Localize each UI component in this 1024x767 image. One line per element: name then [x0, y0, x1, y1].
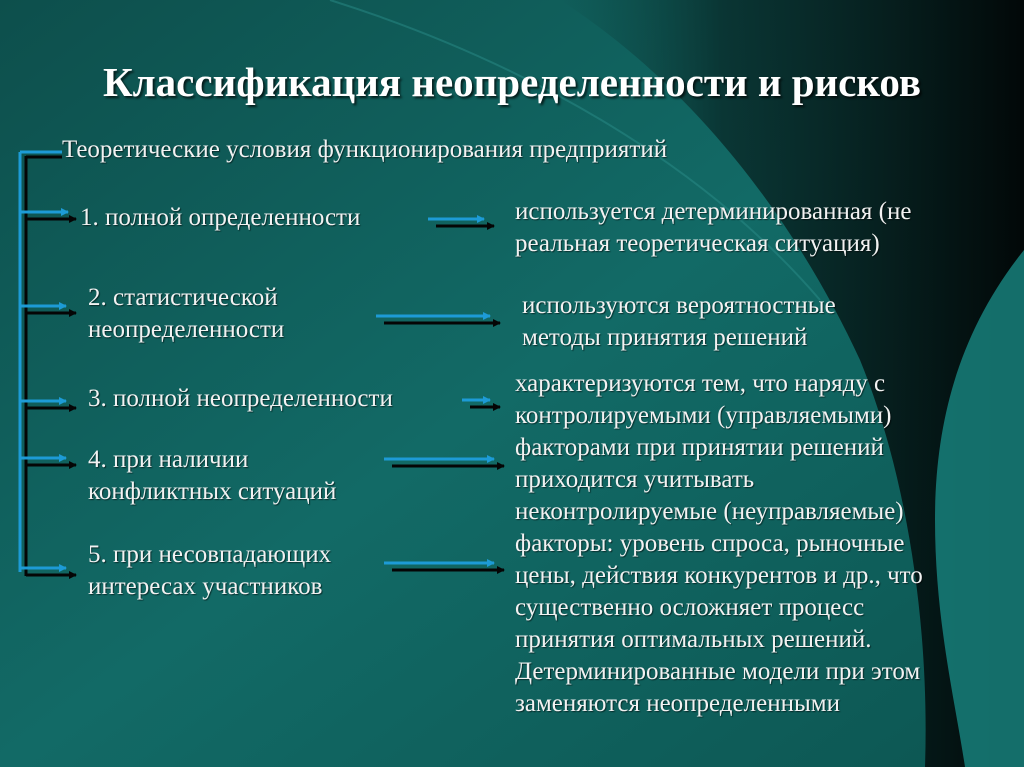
description-3-line-11: заменяются неопределенными: [515, 690, 840, 717]
item-5-label: [88, 539, 331, 603]
description-3-line-5: неконтролируемые (неуправляемые): [515, 498, 904, 525]
item-5-line-1: 5. при несовпадающих: [88, 541, 332, 568]
item-3-line-1: 3. полной неопределенности: [88, 385, 393, 412]
item-4-label: [88, 444, 336, 508]
item-2-line-2: неопределенности: [88, 316, 285, 343]
description-2-line-1: используются вероятностные: [522, 292, 836, 319]
description-3-line-6: факторы: уровень спроса, рыночные: [515, 530, 905, 557]
description-3-line-3: факторами при принятии решений: [515, 434, 884, 461]
description-1-line-1: используется детерминированная (не: [515, 198, 912, 225]
item-4-line-2: конфликтных ситуаций: [88, 478, 337, 505]
description-3-line-1: характеризуются тем, что наряду с: [515, 370, 886, 397]
description-1-line-2: реальная теоретическая ситуация): [515, 230, 880, 257]
description-3-line-4: приходится учитывать: [515, 466, 755, 493]
description-3-line-8: существенно осложняет процесс: [515, 594, 865, 621]
item-3-label: [88, 383, 393, 415]
item-4-line-1: 4. при наличии: [88, 446, 249, 473]
description-3-line-7: цены, действия конкурентов и др., что: [515, 562, 923, 589]
description-3-line-10: Детерминированные модели при этом: [515, 658, 921, 685]
description-3-line-9: принятия оптимальных решений.: [515, 626, 872, 653]
item-5-line-2: интересах участников: [88, 573, 323, 600]
description-3-line-2: контролируемыми (управляемыми): [515, 402, 892, 429]
description-2: [522, 290, 836, 354]
description-3: [515, 368, 923, 720]
subtitle: Теоретические условия функционирования предприятий: [62, 136, 668, 163]
item-2-line-1: 2. статистической: [88, 284, 278, 311]
slide-title: Классификация неопределенности и рисков: [102, 59, 922, 105]
description-2-line-2: методы принятия решений: [522, 324, 808, 351]
item-1-label: [80, 202, 360, 234]
item-2-label: [88, 282, 284, 346]
description-1: [515, 196, 911, 260]
item-1-line-1: 1. полной определенности: [80, 204, 361, 231]
